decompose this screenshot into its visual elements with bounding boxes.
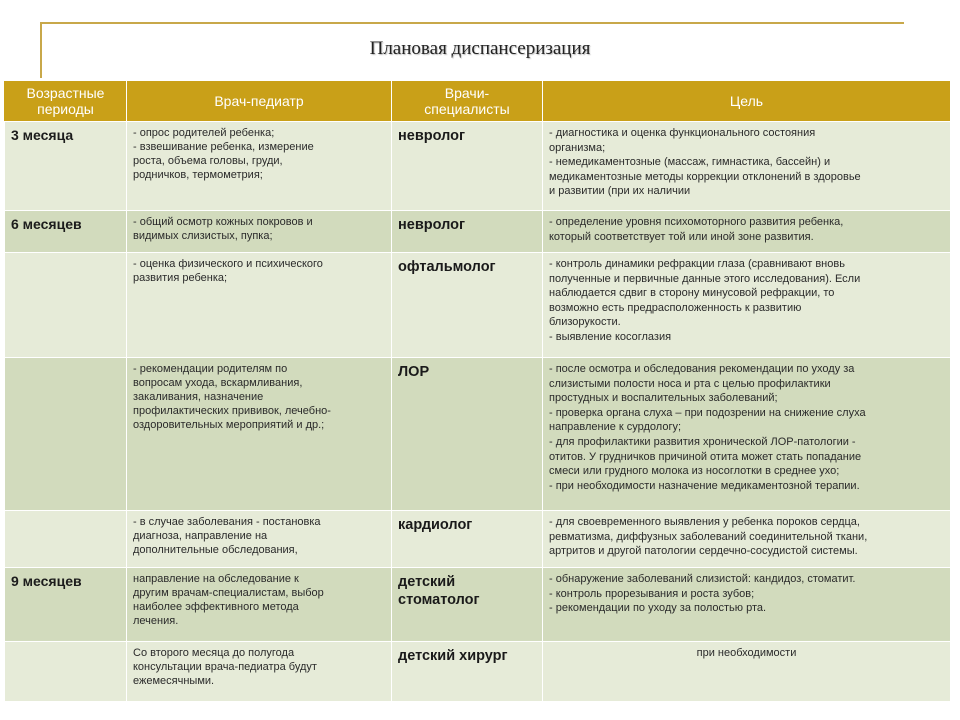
pediatrician-line: - общий осмотр кожных покровов и <box>133 216 313 228</box>
pediatrician-line: оздоровительных мероприятий и др.; <box>133 419 325 431</box>
cell-pediatrician <box>127 358 392 511</box>
goal-line: - контроль динамики рефракции глаза (сравнивают вновь <box>549 258 845 270</box>
cell-specialist: детский хирург <box>392 642 543 702</box>
goal-line: организма; <box>549 141 606 154</box>
table-row <box>5 253 951 358</box>
table-row <box>5 122 951 211</box>
goal-line: слизистыми полости носа и рта с целью профилактики <box>549 377 831 390</box>
goal-line: - для профилактики развития хронической ЛОР-патологии - <box>549 435 856 448</box>
cell-age-period <box>5 642 127 702</box>
goal-line: медикаментозные методы коррекции отклонений в здоровье <box>549 170 861 183</box>
goal-line: - после осмотра и обследования рекомендации по уходу за <box>549 363 855 375</box>
pediatrician-line: профилактических прививок, лечебно- <box>133 405 331 417</box>
cell-age-period <box>5 253 127 358</box>
cell-specialist: офтальмолог <box>392 253 543 358</box>
cell-goal <box>543 122 951 211</box>
goal-line: полученные и первичные данные этого исследования). Если <box>549 272 861 285</box>
table-row <box>5 511 951 568</box>
pediatrician-line: развития ребенка; <box>133 272 228 284</box>
pediatrician-line: другим врачам-специалистам, выбор <box>133 587 324 599</box>
cell-goal <box>543 511 951 568</box>
pediatrician-line: видимых слизистых, пупка; <box>133 230 273 242</box>
goal-line: возможно есть предрасположенность к развитию <box>549 301 802 314</box>
goal-line: направление к сурдологу; <box>549 421 682 434</box>
cell-pediatrician <box>127 122 392 211</box>
cell-goal <box>543 358 951 511</box>
header-age-line2: периоды <box>37 101 94 117</box>
header-pediatrician: Врач-педиатр <box>127 81 392 122</box>
goal-line: - при необходимости назначение медикаментозной терапии. <box>549 479 860 492</box>
pediatrician-line: ежемесячными. <box>133 675 215 687</box>
table-row <box>5 642 951 702</box>
page-title: Плановая диспансеризация <box>369 38 591 59</box>
goal-line: артритов и другой патологии сердечно-сосудистой системы. <box>549 545 858 558</box>
goal-line: - проверка органа слуха – при подозрении на снижение слуха <box>549 406 866 419</box>
header-specialists-line2: специалисты <box>424 101 510 117</box>
cell-goal <box>543 642 951 702</box>
cell-specialist: невролог <box>392 211 543 253</box>
goal-line: простудных и воспалительных заболеваний; <box>549 392 778 405</box>
goal-line: ревматизма, диффузных заболеваний соединительной ткани, <box>549 530 868 543</box>
header-specialists <box>392 81 543 122</box>
pediatrician-line: - взвешивание ребенка, измерение <box>133 141 314 153</box>
checkup-table <box>4 80 951 702</box>
pediatrician-line: диагноза, направление на <box>133 530 268 542</box>
cell-pediatrician <box>127 511 392 568</box>
pediatrician-line: закаливания, назначение <box>133 391 264 403</box>
goal-line: - обнаружение заболеваний слизистой: кандидоз, стоматит. <box>549 573 856 585</box>
pediatrician-line: Со второго месяца до полугода <box>133 647 295 659</box>
goal-line: - контроль прорезывания и роста зубов; <box>549 587 755 600</box>
header-age <box>5 81 127 122</box>
pediatrician-line: вопросам ухода, вскармливания, <box>133 377 303 389</box>
goal-line: - немедикаментозные (массаж, гимнастика, бассейн) и <box>549 156 831 169</box>
pediatrician-line: родничков, термометрия; <box>133 169 263 181</box>
cell-pediatrician <box>127 211 392 253</box>
table-row <box>5 568 951 642</box>
cell-age-period: 9 месяцев <box>5 568 127 642</box>
pediatrician-line: наиболее эффективного метода <box>133 601 299 613</box>
goal-line: смеси или грудного молока из носоглотки в среднее ухо; <box>549 465 840 478</box>
goal-line: при необходимости <box>696 647 797 659</box>
header-specialists-line1: Врачи- <box>444 85 490 101</box>
goal-line: - выявление косоглазия <box>549 330 672 343</box>
header-age-line1: Возрастные <box>26 85 105 101</box>
cell-age-period <box>5 358 127 511</box>
cell-pediatrician <box>127 253 392 358</box>
cell-goal <box>543 211 951 253</box>
cell-specialist: ЛОР <box>392 358 543 511</box>
pediatrician-line: - оценка физического и психического <box>133 258 323 270</box>
cell-goal <box>543 253 951 358</box>
cell-age-period: 3 месяца <box>5 122 127 211</box>
pediatrician-line: - опрос родителей ребенка; <box>133 127 275 139</box>
header-row <box>5 81 951 122</box>
header-goal: Цель <box>543 81 951 122</box>
pediatrician-line: направление на обследование к <box>133 573 299 585</box>
pediatrician-line: - рекомендации родителям по <box>133 363 288 375</box>
goal-line: - диагностика и оценка функционального состояния <box>549 127 816 139</box>
goal-line: отитов. У грудничков причиной отита может стать попадание <box>549 450 862 463</box>
pediatrician-line: роста, объема головы, груди, <box>133 155 283 167</box>
pediatrician-line: - в случае заболевания - постановка <box>133 516 321 528</box>
goal-line: и развитии (при их наличии <box>549 185 691 198</box>
pediatrician-line: дополнительные обследования, <box>133 544 298 556</box>
cell-pediatrician <box>127 642 392 702</box>
pediatrician-line: консультации врача-педиатра будут <box>133 661 317 673</box>
cell-goal <box>543 568 951 642</box>
goal-line: - рекомендации по уходу за полостью рта. <box>549 602 767 615</box>
goal-line: - для своевременного выявления у ребенка пороков сердца, <box>549 516 860 528</box>
cell-age-period: 6 месяцев <box>5 211 127 253</box>
table-row <box>5 358 951 511</box>
frame-line-top <box>40 22 904 24</box>
goal-line: близорукости. <box>549 316 621 329</box>
goal-line: который соответствует той или иной зоне развития. <box>549 230 814 243</box>
cell-specialist: детский стоматолог <box>392 568 543 642</box>
cell-specialist: кардиолог <box>392 511 543 568</box>
table-row <box>5 211 951 253</box>
cell-age-period <box>5 511 127 568</box>
goal-line: наблюдается сдвиг в сторону минусовой рефракции, то <box>549 287 835 300</box>
cell-specialist: невролог <box>392 122 543 211</box>
pediatrician-line: лечения. <box>133 615 179 627</box>
cell-pediatrician <box>127 568 392 642</box>
goal-line: - определение уровня психомоторного развития ребенка, <box>549 216 844 228</box>
